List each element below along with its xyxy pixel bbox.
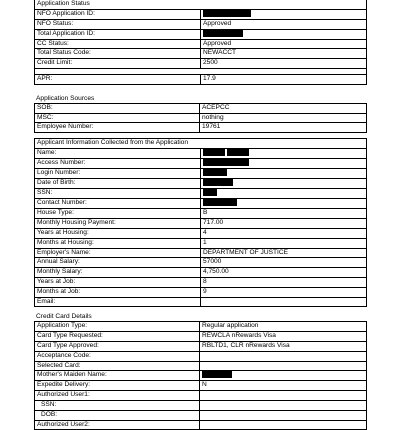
redacted-value xyxy=(201,149,367,159)
redacted-value xyxy=(201,9,367,19)
table-row: Application Type: Regular application xyxy=(35,322,367,332)
section-title: Credit Card Details xyxy=(36,313,92,321)
table-row: Email: xyxy=(35,297,367,307)
table-row: Acceptance Code: xyxy=(35,351,367,361)
redacted-value xyxy=(201,199,367,209)
table-row: Mother's Maiden Name: xyxy=(35,371,367,381)
table-row: APR: 17.9 xyxy=(35,75,367,85)
table-row: CC Status: Approved xyxy=(35,39,367,49)
table-row: Annual Salary: 57000 xyxy=(35,258,367,268)
table-row: Authorized User2: xyxy=(35,420,367,430)
table-row: Card Type Requested: REWCLA nRewards Visa xyxy=(35,332,367,342)
table-row: Card Type Approved: RBLTD1, CLR nRewards Visa xyxy=(35,341,367,351)
table-row: Credit Limit: 2500 xyxy=(35,59,367,69)
table-row: Authorized User1: xyxy=(35,391,367,401)
table-row: Expedite Delivery: N xyxy=(35,381,367,391)
table-row: Months at Housing: 1 xyxy=(35,238,367,248)
redacted-value xyxy=(201,29,367,39)
table-row: NFO Application ID: xyxy=(35,9,367,19)
table-row: Login Number: xyxy=(35,169,367,179)
redacted-value xyxy=(201,189,367,199)
section-title: Application Status xyxy=(35,0,367,9)
section-title: Application Sources xyxy=(36,94,95,102)
table-row: Employer's Name: DEPARTMENT OF JUSTICE xyxy=(35,248,367,258)
table-row: Monthly Housing Payment: 717.00 xyxy=(35,219,367,229)
redacted-value xyxy=(200,371,367,381)
table-row: Access Number: xyxy=(35,159,367,169)
table-row: MSC: nothing xyxy=(35,113,367,123)
table-row: DOB: xyxy=(35,410,367,420)
document-page xyxy=(34,0,367,430)
redacted-value xyxy=(201,169,367,179)
table-row: Monthly Salary: 4,750.00 xyxy=(35,268,367,278)
table-row: NFO Status: Approved xyxy=(35,19,367,29)
section-title: Applicant Information Collected from the Application xyxy=(35,139,367,149)
applicant-information-table xyxy=(34,138,367,307)
table-row: Total Application ID: xyxy=(35,29,367,39)
table-row: Total Status Code: NEWACCT xyxy=(35,49,367,59)
table-row: Years at Housing: 4 xyxy=(35,228,367,238)
redacted-value xyxy=(201,179,367,189)
table-row: Years at Job: 8 xyxy=(35,277,367,287)
table-row: SOB: ACEPCC xyxy=(35,103,367,113)
application-status-table xyxy=(34,0,367,85)
table-row: Selected Card: xyxy=(35,361,367,371)
table-row: Name: xyxy=(35,149,367,159)
table-row: Date of Birth: xyxy=(35,179,367,189)
redacted-value xyxy=(201,159,367,169)
table-row: House Type: B xyxy=(35,209,367,219)
table-row: Contact Number: xyxy=(35,199,367,209)
table-row: Employee Number: 19761 xyxy=(35,123,367,133)
table-row: SSN: xyxy=(35,400,367,410)
credit-card-details-table xyxy=(34,321,367,430)
table-row: SSN: xyxy=(35,189,367,199)
table-row: Months at Job: 9 xyxy=(35,287,367,297)
application-sources-table xyxy=(34,103,367,133)
